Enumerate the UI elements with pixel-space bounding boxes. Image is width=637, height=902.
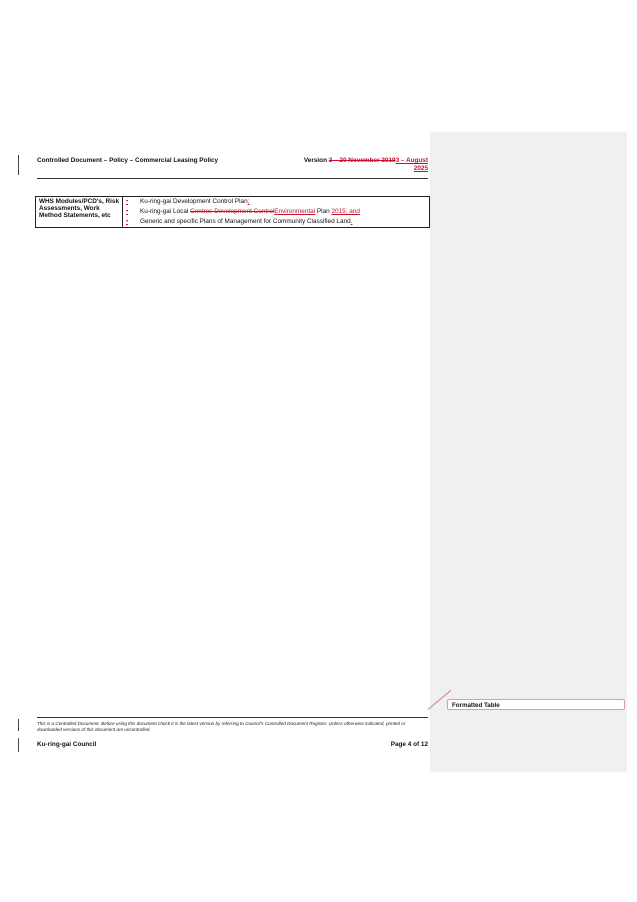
bullet-icon: • — [126, 209, 129, 215]
version-inserted: 3 – August — [395, 157, 428, 164]
header-rule — [37, 178, 428, 179]
change-bar-footer-2 — [18, 738, 19, 752]
controlled-document-note: This is a Controlled Document. Before using this document check it is the latest version by referring to Council's Controlled Document Register. Unless otherwise indicated, printed or downloaded versions of this document are uncontrolled. — [37, 721, 406, 732]
bullet-icon: • — [126, 199, 129, 205]
markup-pane — [430, 132, 627, 772]
footer-rule — [37, 717, 428, 718]
list-item: • Ku-ring-gai Local Centres Development ControlEnvironmental Plan 2015; and — [126, 208, 360, 215]
change-bar-footer-1 — [18, 719, 19, 731]
version-label: Version — [303, 157, 329, 164]
formatting-comment[interactable]: Formatted Table — [447, 699, 625, 710]
table-label-cell: WHS Modules/PCD's, Risk Assessments, Work Method Statements, etc — [36, 197, 123, 228]
change-bar-header — [18, 155, 19, 175]
list-item: • Ku-ring-gai Development Control Plan; — [126, 198, 250, 205]
list-item: • Generic and specific Plans of Management for Community Classified Land. — [126, 218, 353, 225]
document-title: Controlled Document – Policy – Commercial Leasing Policy — [37, 157, 219, 164]
bullet-icon: • — [126, 219, 129, 225]
reference-table — [35, 196, 430, 228]
document-version — [304, 157, 428, 173]
version-year: 2025 — [413, 165, 428, 172]
council-name: Ku-ring-gai Council — [37, 741, 97, 748]
page-number: Page 4 of 12 — [390, 741, 428, 748]
table-items-cell — [123, 197, 430, 228]
version-deleted: 3 – 20 November 2019 — [328, 157, 396, 164]
